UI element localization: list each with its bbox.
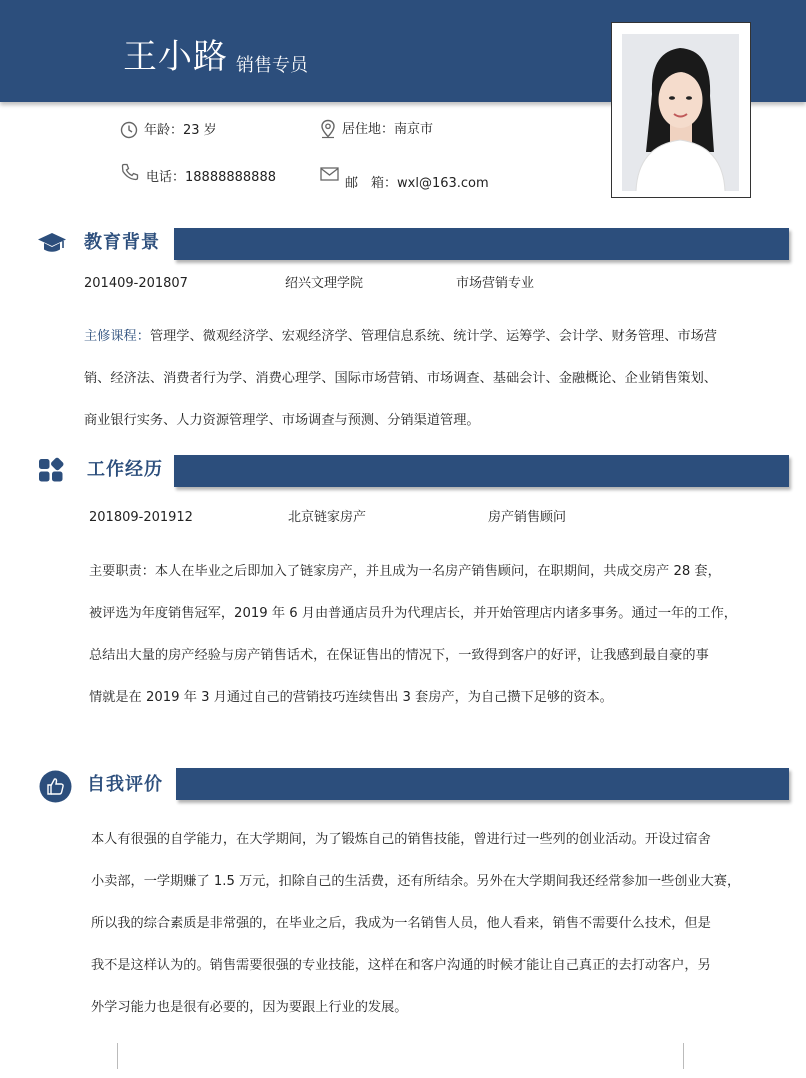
page-corner-mark <box>92 1043 118 1069</box>
courses-label: 主修课程： <box>84 329 150 344</box>
education-title: 教育背景 <box>84 232 160 253</box>
graduation-cap-icon <box>37 230 67 256</box>
work-title: 工作经历 <box>87 459 163 480</box>
email-text: 邮 箱：wxl@163.com <box>345 176 489 191</box>
work-period: 201809-201912 <box>89 510 193 525</box>
location-pin-icon <box>320 119 336 139</box>
duty-line: 情就是在 2019 年 3 月通过自己的营销技巧连续售出 3 套房产，为自己攒下足够的资本。 <box>89 690 613 705</box>
courses-text: 管理学、微观经济学、宏观经济学、管理信息系统、统计学、运筹学、会计学、财务管理、市场营 <box>149 329 717 344</box>
self-line: 小卖部，一学期赚了 1.5 万元，扣除自己的生活费，还有所结余。另外在大学期间我还经常参加一些创业大赛， <box>91 874 741 889</box>
work-company: 北京链家房产 <box>288 510 367 525</box>
education-school: 绍兴文理学院 <box>285 276 364 291</box>
profile-photo <box>622 34 739 191</box>
work-duties <box>89 551 774 719</box>
self-title-bar <box>176 768 789 800</box>
education-period: 201409-201807 <box>84 276 188 291</box>
education-major: 市场营销专业 <box>456 276 535 291</box>
phone-icon <box>120 162 140 182</box>
person-name: 王小路 <box>123 37 228 77</box>
photo-frame <box>611 22 751 198</box>
phone-info <box>120 162 276 185</box>
thumbs-up-icon <box>39 770 72 803</box>
duty-line: 主要职责：本人在毕业之后即加入了链家房产，并且成为一名房产销售顾问，在职期间，共成交房产 28 套， <box>89 564 721 579</box>
duty-line: 总结出大量的房产经验与房产销售话术，在保证售出的情况下，一致得到客户的好评，让我感到最自豪的事 <box>89 648 709 663</box>
courses-line <box>84 316 774 358</box>
self-evaluation <box>91 819 774 1029</box>
phone-text: 电话：18888888888 <box>146 170 276 185</box>
duty-line: 被评选为年度销售冠军，2019 年 6 月由普通店员升为代理店长，并开始管理店内诸多事务。通过一年的工作， <box>89 606 737 621</box>
age-info <box>120 121 217 139</box>
self-line: 我不是这样认为的。销售需要很强的专业技能，这样在和客户沟通的时候才能让自己真正的去打动客户，另 <box>91 958 711 973</box>
self-line: 外学习能力也是很有必要的，因为要跟上行业的发展。 <box>91 1000 408 1015</box>
page-corner-mark <box>683 1043 709 1069</box>
grid-blocks-icon <box>38 457 66 483</box>
work-position: 房产销售顾问 <box>488 510 567 525</box>
self-line: 本人有很强的自学能力，在大学期间，为了锻炼自己的销售技能，曾进行过一些列的创业活动。开设过宿舍 <box>91 832 711 847</box>
job-title: 销售专员 <box>236 55 308 76</box>
education-courses <box>84 316 774 442</box>
courses-line: 销、经济法、消费者行为学、消费心理学、国际市场营销、市场调查、基础会计、金融概论、企业销售策划、 <box>84 371 717 386</box>
self-title: 自我评价 <box>87 774 163 795</box>
email-info <box>320 167 489 191</box>
courses-line: 商业银行实务、人力资源管理学、市场调查与预测、分销渠道管理。 <box>84 413 480 428</box>
self-line: 所以我的综合素质是非常强的，在毕业之后，我成为一名销售人员，他人看来，销售不需要什么技术，但是 <box>91 916 711 931</box>
clock-icon <box>120 121 138 139</box>
education-title-bar <box>174 228 789 260</box>
age-text: 年龄：23 岁 <box>144 122 217 138</box>
work-title-bar <box>174 455 789 487</box>
mail-icon <box>320 167 339 181</box>
residence-info <box>320 119 433 139</box>
residence-text: 居住地：南京市 <box>342 121 434 137</box>
